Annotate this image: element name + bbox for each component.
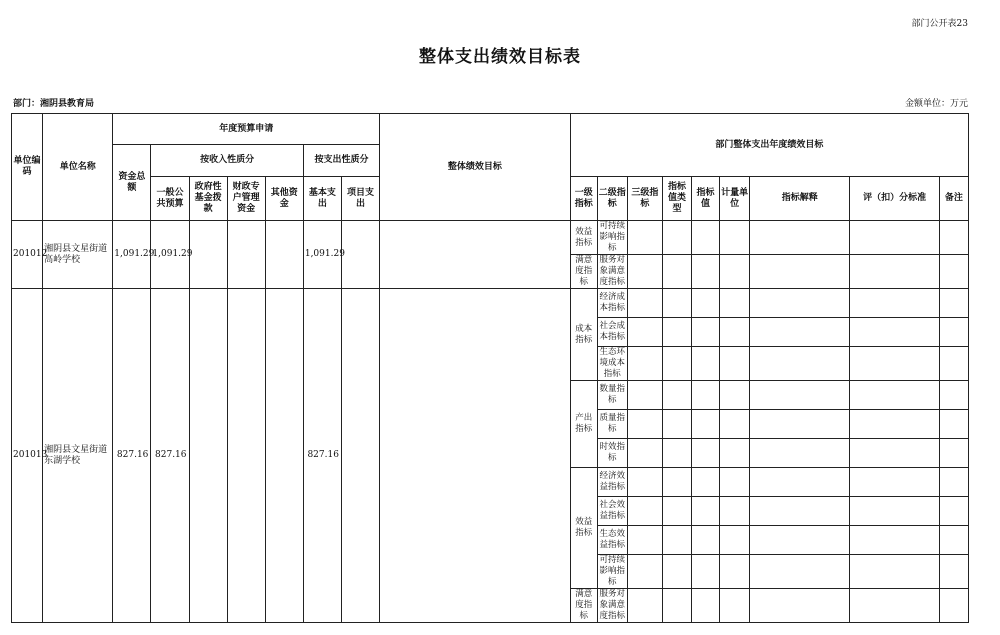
explanation-cell	[750, 221, 850, 255]
level2-indicator-cell: 社会效益指标	[597, 497, 627, 526]
header-indicator-type: 指标值类型	[662, 177, 691, 221]
indicator-type-cell	[662, 468, 691, 497]
indicator-type-cell	[662, 347, 691, 381]
scoring-cell	[850, 381, 939, 410]
level2-indicator-cell: 经济效益指标	[597, 468, 627, 497]
header-total-funds: 资金总额	[113, 145, 151, 221]
level1-indicator-cell: 产出指标	[570, 381, 597, 468]
measure-unit-cell	[720, 410, 750, 439]
level3-cell	[627, 439, 662, 468]
level1-indicator-cell: 效益指标	[570, 221, 597, 255]
unit-code-cell: 201012	[12, 221, 43, 289]
header-dept-goal: 部门整体支出年度绩效目标	[570, 114, 968, 177]
level3-cell	[627, 497, 662, 526]
remarks-cell	[939, 347, 968, 381]
indicator-value-cell	[692, 589, 720, 623]
explanation-cell	[750, 555, 850, 589]
header-measure-unit: 计量单位	[720, 177, 750, 221]
header-fiscal-special: 财政专户管理资金	[227, 177, 265, 221]
level3-cell	[627, 318, 662, 347]
explanation-cell	[750, 589, 850, 623]
measure-unit-cell	[720, 347, 750, 381]
total-funds-cell: 827.16	[113, 289, 151, 623]
basic-expense-cell: 1,091.29	[303, 221, 341, 289]
scoring-cell	[850, 221, 939, 255]
measure-unit-cell	[720, 318, 750, 347]
gov-fund-cell	[189, 221, 227, 289]
header-overall-goal: 整体绩效目标	[380, 114, 571, 221]
indicator-type-cell	[662, 381, 691, 410]
explanation-cell	[750, 289, 850, 318]
level2-indicator-cell: 经济成本指标	[597, 289, 627, 318]
indicator-value-cell	[692, 255, 720, 289]
scoring-cell	[850, 497, 939, 526]
basic-expense-cell: 827.16	[303, 289, 341, 623]
header-unit-code: 单位编码	[12, 114, 43, 221]
indicator-type-cell	[662, 497, 691, 526]
header-remarks: 备注	[939, 177, 968, 221]
level3-cell	[627, 289, 662, 318]
indicator-type-cell	[662, 221, 691, 255]
explanation-cell	[750, 318, 850, 347]
remarks-cell	[939, 497, 968, 526]
department-label: 部门：湘阴县教育局	[13, 99, 95, 109]
indicator-type-cell	[662, 555, 691, 589]
remarks-cell	[939, 255, 968, 289]
remarks-cell	[939, 289, 968, 318]
total-funds-cell: 1,091.29	[113, 221, 151, 289]
indicator-value-cell	[692, 439, 720, 468]
explanation-cell	[750, 439, 850, 468]
indicator-value-cell	[692, 497, 720, 526]
scoring-cell	[850, 439, 939, 468]
measure-unit-cell	[720, 526, 750, 555]
page-title: 整体支出绩效目标表	[419, 47, 581, 67]
scoring-cell	[850, 526, 939, 555]
level3-cell	[627, 410, 662, 439]
measure-unit-cell	[720, 221, 750, 255]
explanation-cell	[750, 410, 850, 439]
indicator-value-cell	[692, 318, 720, 347]
level2-indicator-cell: 社会成本指标	[597, 318, 627, 347]
indicator-type-cell	[662, 318, 691, 347]
project-expense-cell	[341, 221, 379, 289]
header-scoring: 评（扣）分标准	[850, 177, 939, 221]
measure-unit-cell	[720, 255, 750, 289]
level3-cell	[627, 468, 662, 497]
indicator-type-cell	[662, 255, 691, 289]
header-explanation: 指标解释	[750, 177, 850, 221]
scoring-cell	[850, 318, 939, 347]
measure-unit-cell	[720, 439, 750, 468]
general-public-cell: 1,091.29	[151, 221, 189, 289]
unit-code-cell: 201013	[12, 289, 43, 623]
table-number-label: 部门公开表23	[911, 19, 968, 29]
indicator-type-cell	[662, 439, 691, 468]
project-expense-cell	[341, 289, 379, 623]
header-level2: 二级指标	[597, 177, 627, 221]
level2-indicator-cell: 服务对象满意度指标	[597, 255, 627, 289]
indicator-type-cell	[662, 410, 691, 439]
measure-unit-cell	[720, 468, 750, 497]
header-indicator-value: 指标值	[692, 177, 720, 221]
indicator-type-cell	[662, 526, 691, 555]
header-unit-name: 单位名称	[43, 114, 113, 221]
level2-indicator-cell: 生态效益指标	[597, 526, 627, 555]
scoring-cell	[850, 468, 939, 497]
amount-unit-label: 金额单位：万元	[904, 99, 968, 109]
indicator-type-cell	[662, 289, 691, 318]
measure-unit-cell	[720, 589, 750, 623]
header-gov-fund: 政府性基金拨款	[189, 177, 227, 221]
remarks-cell	[939, 221, 968, 255]
measure-unit-cell	[720, 497, 750, 526]
remarks-cell	[939, 468, 968, 497]
overall-goal-cell	[380, 221, 571, 289]
remarks-cell	[939, 526, 968, 555]
remarks-cell	[939, 589, 968, 623]
level2-indicator-cell: 数量指标	[597, 381, 627, 410]
indicator-value-cell	[692, 347, 720, 381]
measure-unit-cell	[720, 381, 750, 410]
header-by-expense: 按支出性质分	[303, 145, 379, 177]
level2-indicator-cell: 生态环境成本指标	[597, 347, 627, 381]
remarks-cell	[939, 410, 968, 439]
level2-indicator-cell: 可持续影响指标	[597, 555, 627, 589]
indicator-value-cell	[692, 526, 720, 555]
level2-indicator-cell: 可持续影响指标	[597, 221, 627, 255]
unit-name-cell: 湘阴县文星街道高岭学校	[43, 221, 113, 289]
fiscal-special-cell	[227, 289, 265, 623]
level2-indicator-cell: 质量指标	[597, 410, 627, 439]
level3-cell	[627, 347, 662, 381]
level1-indicator-cell: 满意度指标	[570, 589, 597, 623]
explanation-cell	[750, 255, 850, 289]
table-row	[12, 289, 969, 318]
indicator-value-cell	[692, 468, 720, 497]
header-basic-expense: 基本支出	[303, 177, 341, 221]
other-funds-cell	[265, 289, 303, 623]
level1-indicator-cell: 成本指标	[570, 289, 597, 381]
scoring-cell	[850, 255, 939, 289]
other-funds-cell	[265, 221, 303, 289]
indicator-value-cell	[692, 221, 720, 255]
level3-cell	[627, 221, 662, 255]
explanation-cell	[750, 347, 850, 381]
indicator-value-cell	[692, 289, 720, 318]
explanation-cell	[750, 381, 850, 410]
scoring-cell	[850, 555, 939, 589]
explanation-cell	[750, 526, 850, 555]
overall-goal-cell	[380, 289, 571, 623]
gov-fund-cell	[189, 289, 227, 623]
header-general-public: 一般公共预算	[151, 177, 189, 221]
scoring-cell	[850, 347, 939, 381]
explanation-cell	[750, 468, 850, 497]
remarks-cell	[939, 439, 968, 468]
level3-cell	[627, 381, 662, 410]
level3-cell	[627, 526, 662, 555]
level2-indicator-cell: 服务对象满意度指标	[597, 589, 627, 623]
indicator-value-cell	[692, 555, 720, 589]
level3-cell	[627, 255, 662, 289]
scoring-cell	[850, 410, 939, 439]
remarks-cell	[939, 555, 968, 589]
level2-indicator-cell: 时效指标	[597, 439, 627, 468]
table-row	[12, 221, 969, 255]
level1-indicator-cell: 满意度指标	[570, 255, 597, 289]
remarks-cell	[939, 318, 968, 347]
header-level1: 一级指标	[570, 177, 597, 221]
header-level3: 三级指标	[627, 177, 662, 221]
scoring-cell	[850, 589, 939, 623]
indicator-type-cell	[662, 589, 691, 623]
general-public-cell: 827.16	[151, 289, 189, 623]
indicator-value-cell	[692, 381, 720, 410]
measure-unit-cell	[720, 289, 750, 318]
unit-name-cell: 湘阴县文星街道东湖学校	[43, 289, 113, 623]
header-by-income: 按收入性质分	[151, 145, 303, 177]
level3-cell	[627, 555, 662, 589]
measure-unit-cell	[720, 555, 750, 589]
header-project-expense: 项目支出	[341, 177, 379, 221]
explanation-cell	[750, 497, 850, 526]
scoring-cell	[850, 289, 939, 318]
performance-goal-table	[11, 113, 969, 623]
fiscal-special-cell	[227, 221, 265, 289]
indicator-value-cell	[692, 410, 720, 439]
header-annual-budget: 年度预算申请	[113, 114, 380, 145]
level1-indicator-cell: 效益指标	[570, 468, 597, 589]
header-other-funds: 其他资金	[265, 177, 303, 221]
level3-cell	[627, 589, 662, 623]
remarks-cell	[939, 381, 968, 410]
